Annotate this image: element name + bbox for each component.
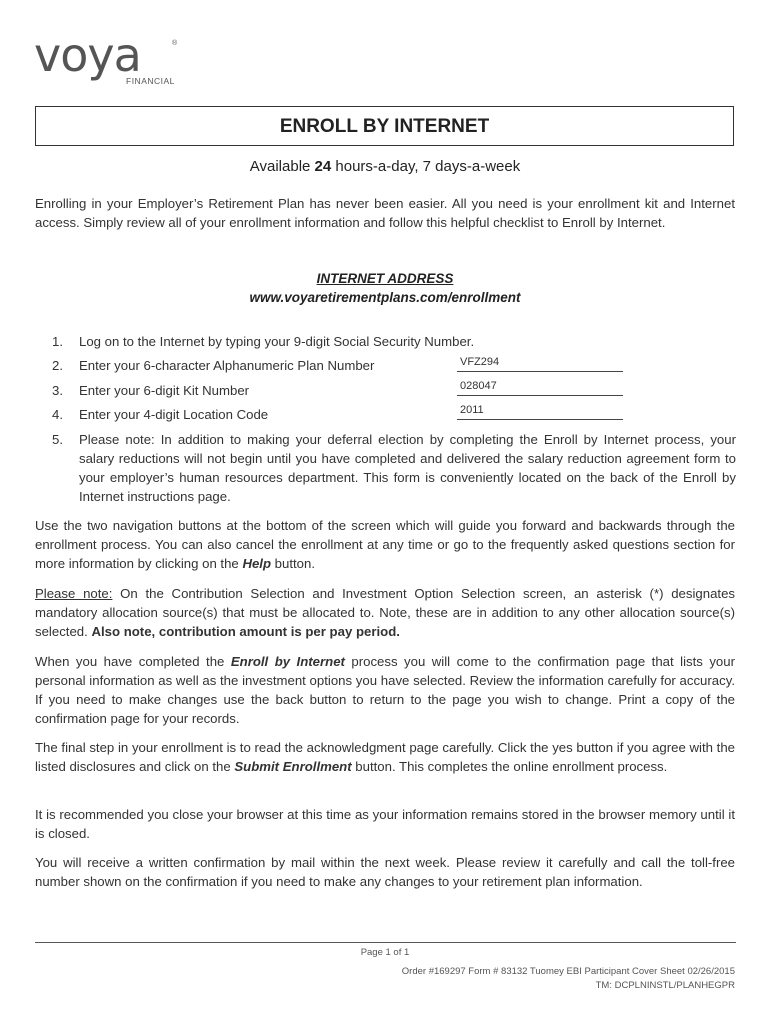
final-step-paragraph <box>35 738 735 776</box>
final-text: The final step in your enrollment is to read the acknowledgment page carefully. Click the yes button if you agree with the listed disclosures and click on the <box>35 740 735 774</box>
submit-emphasis: Submit Enrollment <box>234 759 352 774</box>
footer-divider <box>35 942 736 943</box>
please-note-paragraph <box>35 584 735 641</box>
location-code-field[interactable] <box>457 402 623 420</box>
voya-logo <box>34 28 184 90</box>
confirmation-paragraph <box>35 652 735 728</box>
step-number: 2. <box>52 358 63 373</box>
nav-text: Use the two navigation buttons at the bottom of the screen which will guide you forward and backwards through the enrollment process. You can also cancel the enrollment at any time or go to the frequently asked questions section for more information by clicking on the <box>35 518 735 571</box>
intro-paragraph: Enrolling in your Employer’s Retirement Plan has never been easier. All you need is your enrollment kit and Internet access. Simply review all of your enrollment information and follow this helpful checklist to Enroll by Internet. <box>35 196 735 230</box>
kit-number-value: 028047 <box>460 380 497 392</box>
confirm-text: When you have completed the <box>35 654 231 669</box>
tm-code: TM: DCPLNINSTL/PLANHEGPR <box>595 980 735 991</box>
note-text: On the Contribution Selection and Investment Option Selection screen, an asterisk (*) designates mandatory allocation source(s) that must be allocated to. Note, these are in addition to any other allocation source(s) selected. <box>35 586 735 639</box>
plan-number-value: VFZ294 <box>460 356 500 368</box>
step-text: Enter your 4-digit Location Code <box>79 407 269 422</box>
note-label: Please note: <box>35 586 113 601</box>
navigation-paragraph <box>35 516 735 573</box>
step-text: Enter your 6-character Alphanumeric Plan Number <box>79 358 375 373</box>
subtitle-hours: 24 <box>314 158 332 175</box>
internet-address-label: INTERNET ADDRESS <box>316 271 454 286</box>
step-number: 4. <box>52 407 63 422</box>
step-number: 1. <box>52 334 63 349</box>
internet-address-url[interactable]: www.voyaretirementplans.com/enrollment <box>249 290 521 305</box>
page-title: ENROLL BY INTERNET <box>35 106 734 146</box>
mail-confirmation-paragraph: You will receive a written confirmation by mail within the next week. Please review it carefully and call the toll-free number shown on the confirmation if you need to make any changes to your retirement plan information. <box>35 855 735 889</box>
logo-subtitle: FINANCIAL <box>126 76 175 86</box>
subtitle-post: hours-a-day, 7 days-a-week <box>331 158 521 175</box>
help-emphasis: Help <box>242 556 272 571</box>
logo-registered-mark: ® <box>172 40 178 47</box>
subtitle-pre: Available <box>249 158 315 175</box>
confirm-text-end: process you will come to the confirmation page that lists your personal information as well as the investment options you have selected. Review the information carefully for accuracy. If you need to make changes use the back button to return to the page you wish to change. Print a copy of the confirmation page for your records. <box>35 654 735 726</box>
page-number: Page 1 of 1 <box>360 947 410 958</box>
close-browser-paragraph: It is recommended you close your browser at this time as your information remains stored in the browser memory until it is closed. <box>35 807 735 841</box>
location-code-value: 2011 <box>460 404 484 416</box>
plan-number-field[interactable] <box>457 354 623 372</box>
step-text: Please note: In addition to making your deferral election by completing the Enroll by Internet process, your salary reductions will not begin until you have completed and delivered the salary reduction agreement form to your employer’s human resources department. This form is conveniently located on the back of the Enroll by Internet instructions page. <box>79 432 736 504</box>
step-text: Log on to the Internet by typing your 9-digit Social Security Number. <box>79 334 475 349</box>
enroll-emphasis: Enroll by Internet <box>230 654 345 669</box>
step-text: Enter your 6-digit Kit Number <box>79 383 250 398</box>
availability-subtitle <box>0 158 770 175</box>
note-emphasis: Also note, contribution amount is per pay period. <box>91 624 400 639</box>
final-text-end: button. This completes the online enrollment process. <box>351 759 668 774</box>
nav-text-end: button. <box>271 556 316 571</box>
step-number: 5. <box>52 432 63 447</box>
step-number: 3. <box>52 383 63 398</box>
logo-wordmark: voya <box>34 28 141 82</box>
kit-number-field[interactable] <box>457 378 623 396</box>
order-info: Order #169297 Form # 83132 Tuomey EBI Participant Cover Sheet 02/26/2015 <box>401 966 735 977</box>
